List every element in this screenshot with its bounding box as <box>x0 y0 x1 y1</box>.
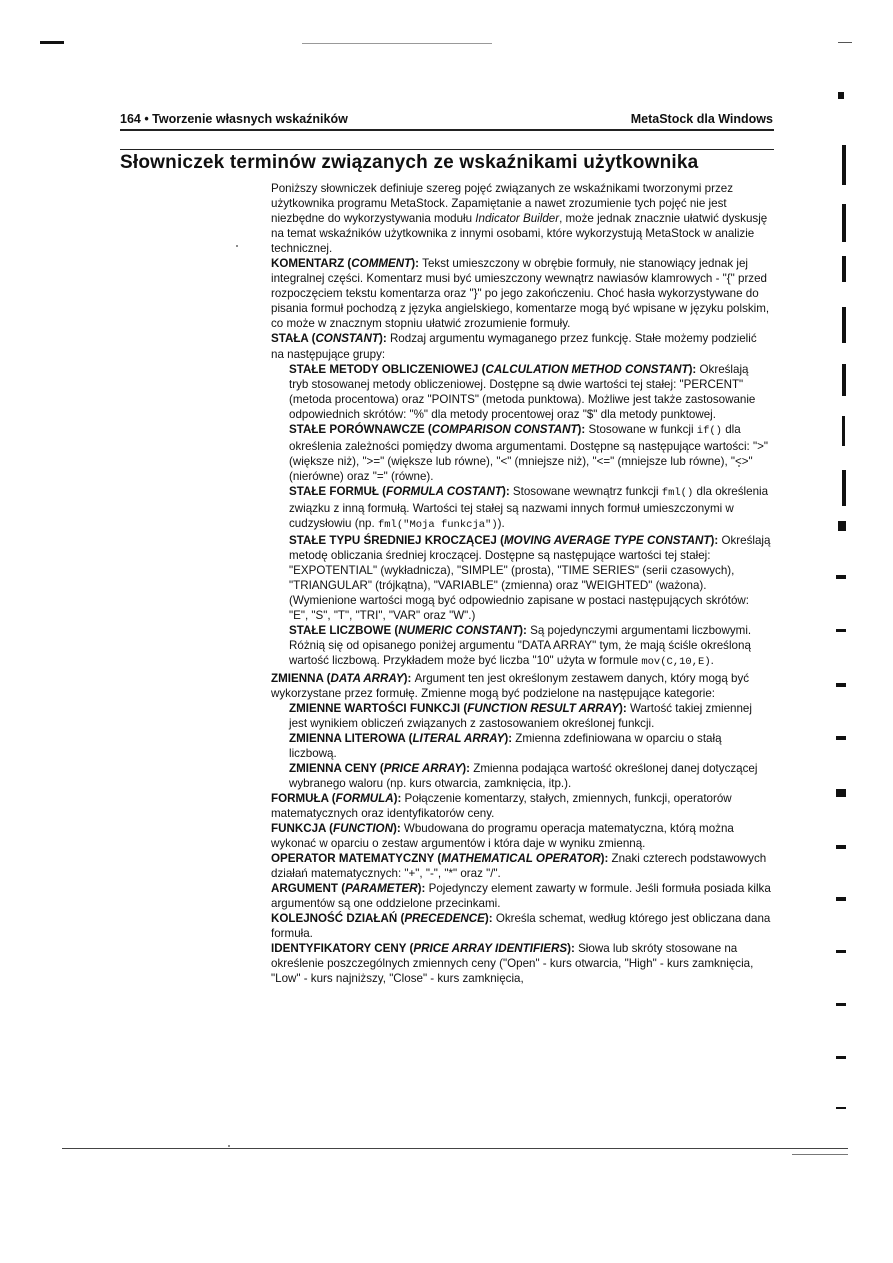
entry-stale-liczbowe <box>271 623 771 670</box>
entry-definition: Są pojedynczymi argumentami liczbowymi. Różnią się od opisanego poniżej argumentu "DATA ARRAY" tym, że mają ściśle określoną wartość liczbową. Przykładem może być liczba "10" użyta w formule <box>289 624 752 668</box>
top-scan-line <box>302 43 492 44</box>
entry-definition: Zmienna zdefiniowana w oparciu o stałą liczbową. <box>289 731 722 760</box>
entry-definition: dla określenia zależności pomiędzy dwoma argumentami. Dostępne są następujące wartości: ">" (większe niż), ">=" (większe lub równe), "<" (mniejsze niż), "<=" (mniejsze lub równe), "<>" (nierówne) oraz "=" (równe). <box>289 422 768 483</box>
header-rule <box>120 129 774 131</box>
entry-definition: . <box>710 654 714 668</box>
intro-paragraph <box>271 181 771 256</box>
entry-definition: dla określenia związku z inną formułą. Wartości tej stałej są nazwami innych formuł umieszczonymi w cudzysłowiu (np. <box>289 484 769 531</box>
entry-definition: Znaki czterech podstawowych działań matematycznych: "+", "-", "*" oraz "/". <box>271 852 767 881</box>
entry-definition: Stosowane wewnątrz funkcji <box>512 484 662 498</box>
entry-term: STAŁE TYPU ŚREDNIEJ KROCZĄCEJ (MOVING AVERAGE TYPE CONSTANT): <box>289 534 722 548</box>
margin-scan-mark <box>836 736 846 740</box>
margin-scan-mark <box>842 204 846 242</box>
entry-stala-formul <box>271 484 771 533</box>
entry-funkcja <box>271 821 771 851</box>
margin-scan-mark <box>838 521 846 531</box>
intro-text: , może jednak znacznie ułatwić dyskusję na temat wskaźników użytkownika z innymi osobami, które wykorzystują MetaStock w analizie technicznej. <box>271 212 768 256</box>
entry-definition: Tekst umieszczony w obrębie formuły, nie stanowiący jednak jej integralnej części. Komentarz musi być umieszczony wewnątrz nawiasów klamrowych - "{" przed rozpoczęciem tekstu komentarza oraz "}" po jego zakończeniu. Choć hasła wykorzystywane do pisania formuł pochodzą z języka angielskiego, komentarze mogą być wpisane w języku polskim, co może w znacznym stopniu ułatwić zrozumienie formuły. <box>271 257 770 331</box>
margin-scan-mark <box>836 1056 846 1059</box>
entry-term: ZMIENNA LITEROWA (LITERAL ARRAY): <box>289 731 516 745</box>
intro-text: Poniższy słowniczek definiuje szereg pojęć związanych ze wskaźnikami tworzonymi przez użytkownika programu MetaStock. Zapamiętanie a nawet zrozumienie tych pojęć nie jest niezbędne do wykorzystywania modułu <box>271 182 734 226</box>
bottom-scan-line-2 <box>792 1154 848 1155</box>
entry-formula <box>271 791 771 821</box>
margin-scan-mark <box>842 256 846 282</box>
running-header-right: MetaStock dla Windows <box>630 112 773 126</box>
entry-definition: Stosowane w funkcji <box>588 422 697 436</box>
entry-stala-sredniej <box>271 533 771 623</box>
page-title: Słowniczek terminów związanych ze wskaźnikami użytkownika <box>120 152 699 173</box>
entry-definition: Argument ten jest określonym zestawem danych, który mogą być wykorzystane przez formułę. Zmienne mogą być podzielone na następujące kategorie: <box>271 671 750 700</box>
entry-operator <box>271 851 771 881</box>
entry-stala <box>271 331 771 361</box>
entry-definition: Wbudowana do programu operacja matematyczna, którą można wykonać w oparciu o zestaw argumentów i która daje w wyniku zmienną. <box>271 821 734 851</box>
entry-term: FORMUŁA (FORMULA): <box>271 791 405 805</box>
entry-definition: Określają tryb stosowanej metody obliczeniowej. Dostępne są dwie wartości tej stałej: "PERCENT" (metoda procentowa) oraz "POINTS" (metoda punktowa). Możliwe jest także zastosowanie odpowiednich skrótów: "%" dla metody procentowej oraz "$" dla metody punktowej. <box>289 362 756 421</box>
entry-kolejnosc <box>271 911 771 941</box>
entry-term: ARGUMENT (PARAMETER): <box>271 882 429 896</box>
top-scan-line-right <box>838 42 852 43</box>
entry-zmienna-ceny <box>271 761 771 791</box>
margin-scan-mark <box>836 845 846 849</box>
entry-definition: Określają metodę obliczania średniej kroczącej. Dostępne są następujące wartości tej stałej: "EXPOTENTIAL" (wykładnicza), "SIMPLE" (prosta), "TIME SERIES" (serii czasowych), "TRIANGULAR" (trójkątna), "VARIABLE" (zmienna) oraz "WEIGHTED" (ważona). (Wymienione wartości mogą być odpowiednio zapisane w postaci następujących skrótów: "E", "S", "T", "TRI", "VAR" oraz "W".) <box>289 534 771 623</box>
entry-term: ZMIENNA CENY (PRICE ARRAY): <box>289 761 474 775</box>
entry-term: ZMIENNE WARTOŚCI FUNKCJI (FUNCTION RESULT ARRAY): <box>289 701 630 715</box>
bottom-scan-line <box>62 1148 848 1149</box>
entry-term: FUNKCJA (FUNCTION): <box>271 821 404 835</box>
title-rule <box>120 149 774 150</box>
entry-zmienna-literowa <box>271 731 771 761</box>
glossary-body <box>271 181 771 986</box>
entry-term: STAŁA (CONSTANT): <box>271 332 390 346</box>
margin-scan-mark <box>836 683 846 687</box>
margin-scan-mark <box>842 145 846 185</box>
entry-term: STAŁE PORÓWNAWCZE (COMPARISON CONSTANT): <box>289 422 589 436</box>
margin-scan-mark <box>836 629 846 632</box>
entry-komentarz <box>271 256 771 331</box>
entry-stala-porownawcze <box>271 422 771 484</box>
entry-argument <box>271 881 771 911</box>
code-snippet: if() <box>696 424 722 437</box>
code-snippet: mov(C,10,E) <box>641 656 711 669</box>
entry-identyfikatory <box>271 941 771 986</box>
entry-zmienna <box>271 671 771 701</box>
code-snippet: fml() <box>661 486 694 499</box>
entry-definition: Słowa lub skróty stosowane na określenie poszczególnych zmiennych ceny ("Open" - kurs otwarcia, "High" - kurs zamknięcia, "Low" - kurs najniższy, "Close" - kurs zamknięcia, <box>271 942 754 986</box>
margin-scan-mark <box>836 897 846 901</box>
entry-term: KOLEJNOŚĆ DZIAŁAŃ (PRECEDENCE): <box>271 912 496 926</box>
entry-definition: ). <box>497 517 505 531</box>
entry-term: OPERATOR MATEMATYCZNY (MATHEMATICAL OPERATOR): <box>271 852 612 866</box>
entry-term: IDENTYFIKATORY CENY (PRICE ARRAY IDENTIFIERS): <box>271 942 579 956</box>
entry-definition: Rodzaj argumentu wymaganego przez funkcję. Stałe możemy podzielić na następujące grupy: <box>271 332 757 361</box>
entry-zmienne-funkcji <box>271 701 771 731</box>
entry-definition: Określa schemat, według którego jest obliczana dana formuła. <box>271 912 771 941</box>
margin-scan-mark <box>836 575 846 579</box>
entry-stala-metody <box>271 362 771 422</box>
code-snippet: fml("Moja funkcja") <box>377 519 498 532</box>
entry-term: STAŁE LICZBOWE (NUMERIC CONSTANT): <box>289 624 531 638</box>
intro-emphasis: Indicator Builder <box>475 212 560 226</box>
margin-scan-mark <box>836 1003 846 1006</box>
scan-mark-top-left <box>40 41 64 44</box>
margin-scan-mark <box>842 364 846 396</box>
margin-scan-mark <box>842 470 846 506</box>
entry-definition: Pojedynczy element zawarty w formule. Jeśli formuła posiada kilka argumentów są one oddzielone przecinkami. <box>271 882 771 911</box>
entry-term: ZMIENNA (DATA ARRAY): <box>271 671 415 685</box>
running-header-left: 164 • Tworzenie własnych wskaźników <box>120 112 348 126</box>
entry-definition: Zmienna podająca wartość określonej danej dotyczącej wybranego waloru (np. kurs otwarcia, zamknięcia, itp.). <box>289 761 758 790</box>
stray-dot <box>228 1145 230 1147</box>
stray-dot <box>236 245 238 247</box>
margin-scan-mark <box>836 789 846 797</box>
entry-definition: Wartość takiej zmiennej jest wynikiem obliczeń związanych z zastosowaniem określonej funkcji. <box>289 701 752 730</box>
margin-scan-mark <box>836 950 846 953</box>
margin-scan-mark <box>836 1107 846 1109</box>
margin-scan-mark <box>838 92 844 99</box>
entry-term: STAŁE FORMUŁ (FORMULA COSTANT): <box>289 484 513 498</box>
entry-definition: Połączenie komentarzy, stałych, zmiennych, funkcji, operatorów matematycznych oraz identyfikatorów ceny. <box>271 791 732 820</box>
entry-term: KOMENTARZ (COMMENT): <box>271 257 423 271</box>
margin-scan-mark <box>842 416 845 446</box>
margin-scan-mark <box>842 307 846 343</box>
entry-term: STAŁE METODY OBLICZENIOWEJ (CALCULATION METHOD CONSTANT): <box>289 362 700 376</box>
